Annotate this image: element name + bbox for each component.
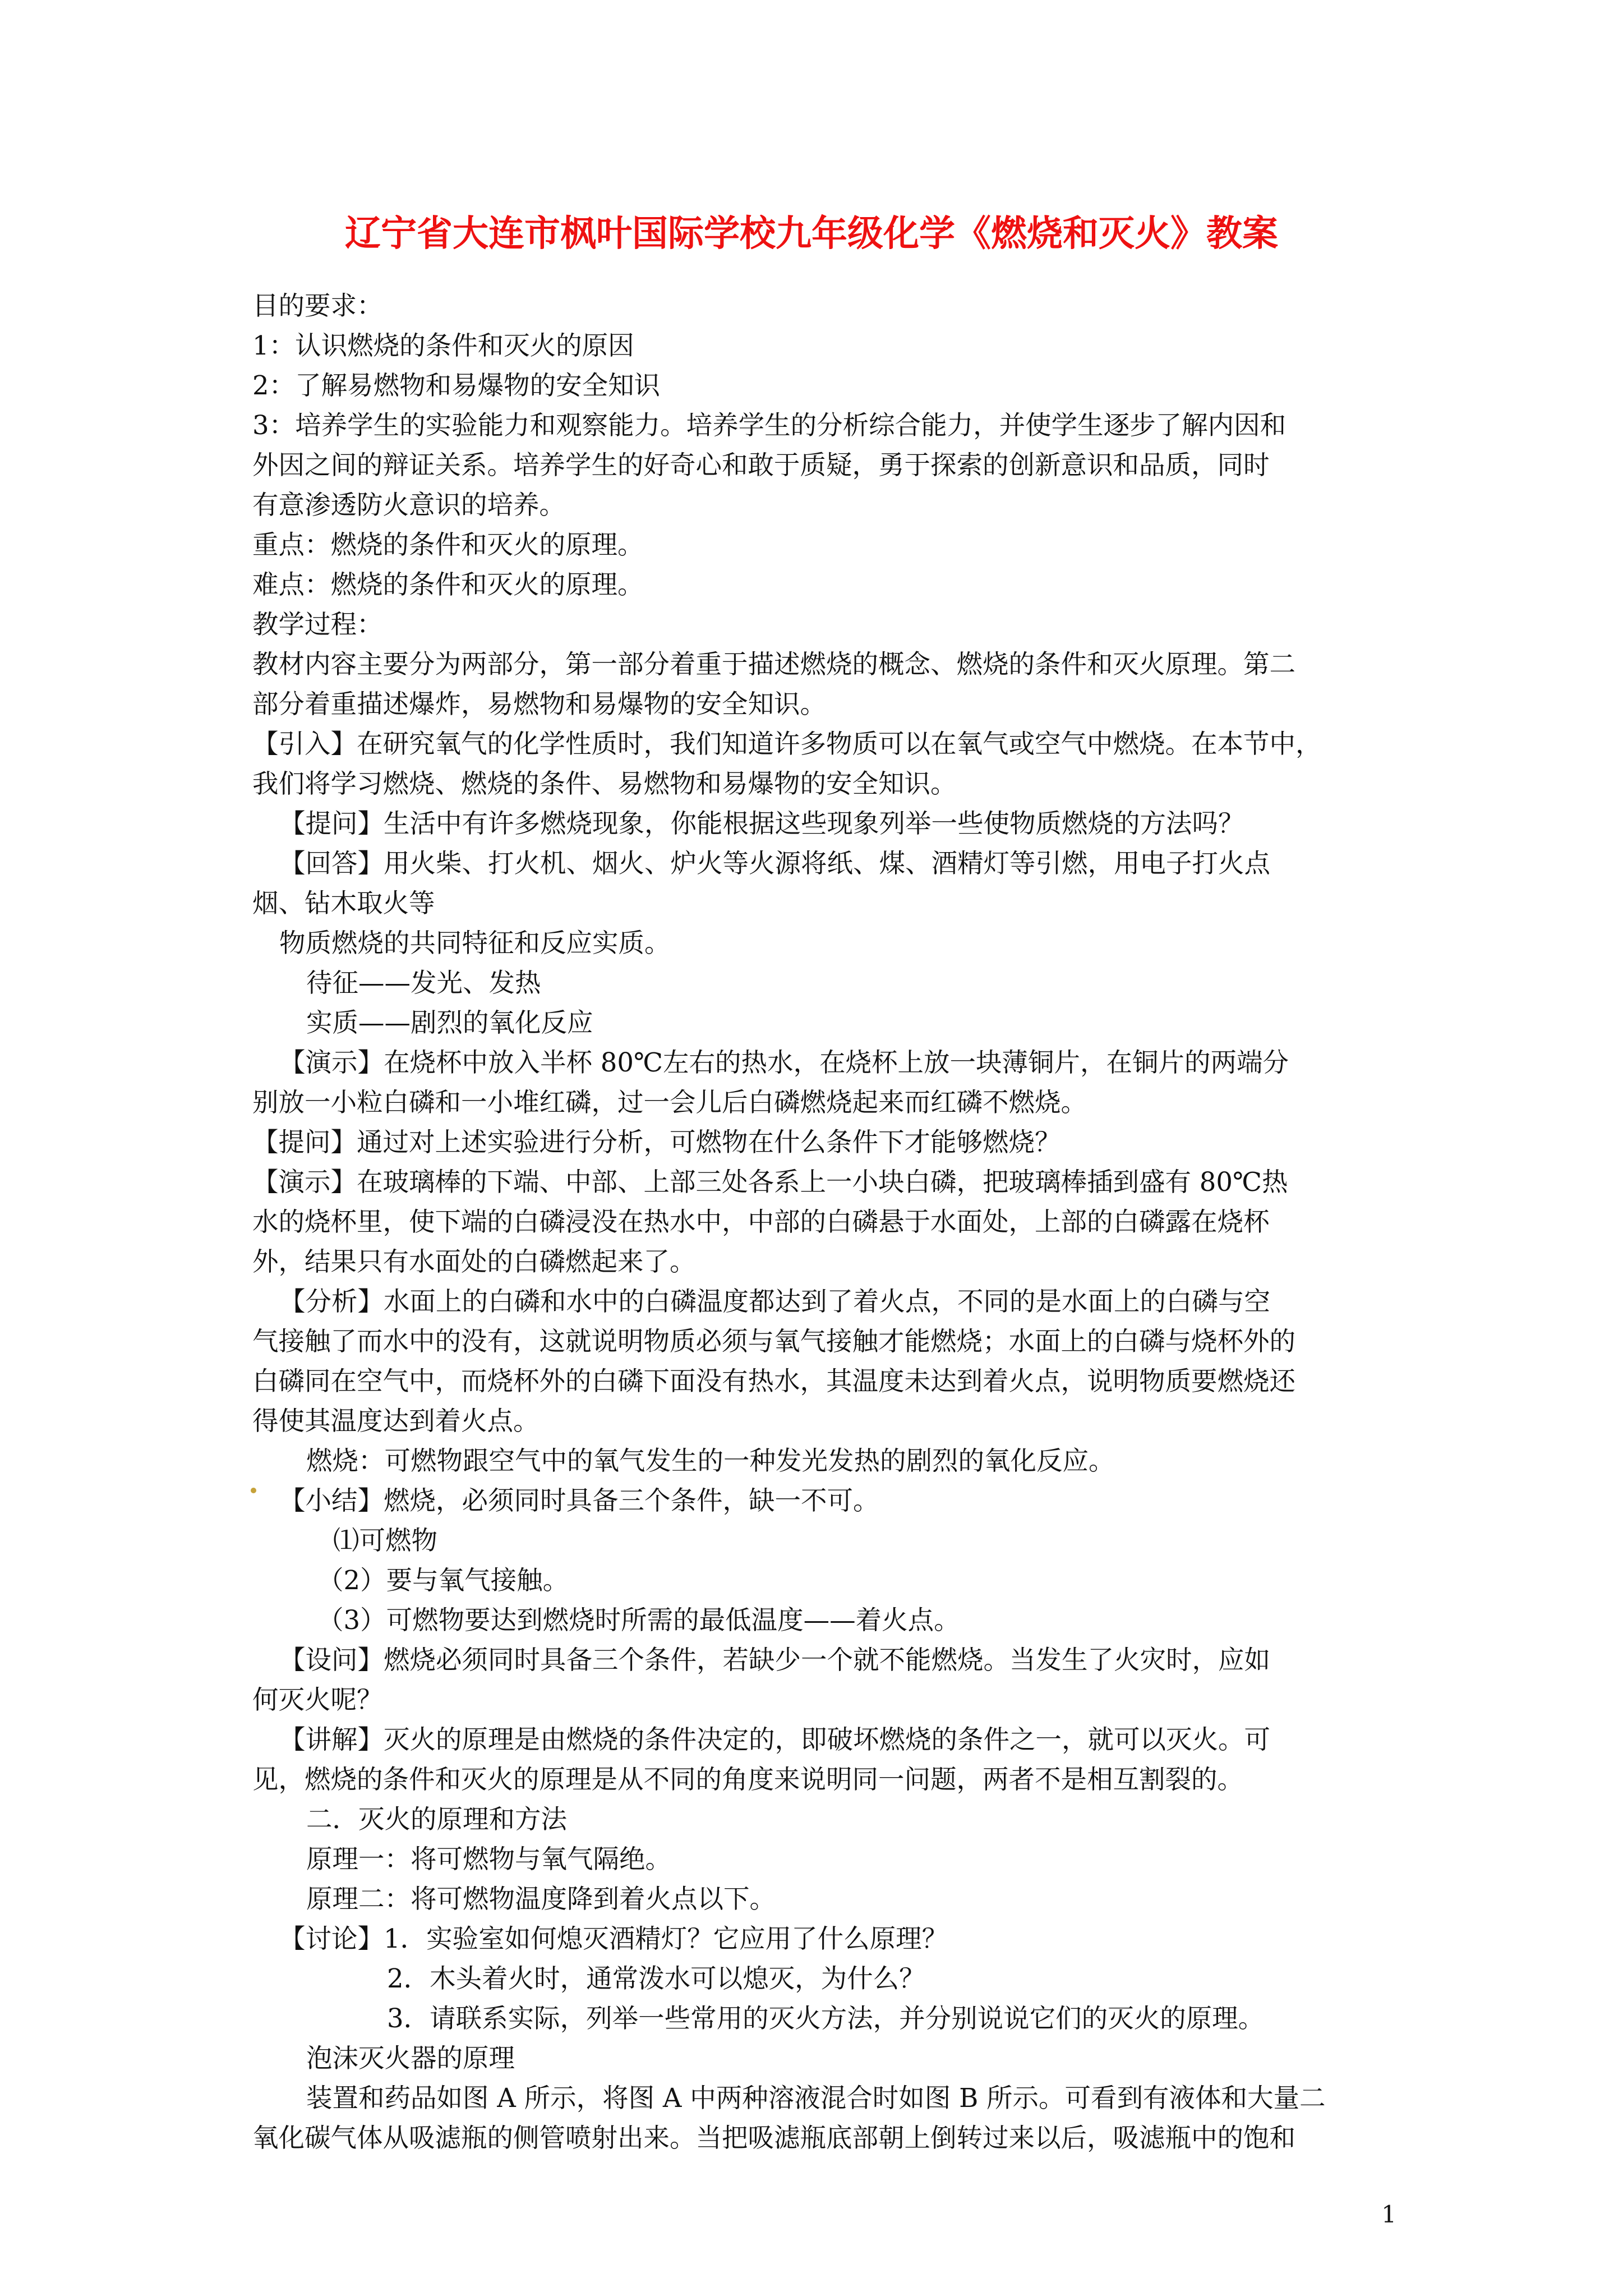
- text-line: 2：了解易燃物和易爆物的安全知识: [252, 370, 661, 401]
- text-line: 泡沫灭火器的原理: [306, 2043, 515, 2073]
- document-title: 辽宁省大连市枫叶国际学校九年级化学《燃烧和灭火》教案: [345, 213, 1278, 255]
- stray-dot-mark: [251, 1488, 256, 1493]
- text-line: 【引入】在研究氧气的化学性质时，我们知道许多物质可以在氧气或空气中燃烧。在本节中，: [252, 729, 1322, 759]
- text-line: 实质——剧烈的氧化反应: [306, 1007, 593, 1038]
- text-line: 【提问】生活中有许多燃烧现象，你能根据这些现象列举一些使物质燃烧的方法吗？: [279, 808, 1244, 839]
- text-line: 燃烧：可燃物跟空气中的氧气发生的一种发光发热的剧烈的氧化反应。: [306, 1446, 1115, 1476]
- text-line: 外，结果只有水面处的白磷燃起来了。: [252, 1246, 696, 1277]
- text-line: 【回答】用火柴、打火机、烟火、炉火等火源将纸、煤、酒精灯等引燃，用电子打火点: [279, 848, 1270, 878]
- text-line: 何灭火呢？: [252, 1685, 383, 1715]
- text-line: 3．请联系实际，列举一些常用的灭火方法，并分别说说它们的灭火的原理。: [387, 2003, 1265, 2033]
- text-line: 【讨论】1．实验室如何熄灭酒精灯？它应用了什么原理？: [279, 1924, 948, 1954]
- text-line: 别放一小粒白磷和一小堆红磷，过一会儿后白磷燃烧起来而红磷不燃烧。: [252, 1087, 1087, 1117]
- text-line: 二．灭火的原理和方法: [306, 1804, 567, 1834]
- text-line: 有意渗透防火意识的培养。: [252, 490, 565, 520]
- text-line: 难点：燃烧的条件和灭火的原理。: [252, 569, 644, 600]
- text-line: 3：培养学生的实验能力和观察能力。培养学生的分析综合能力，并使学生逐步了解内因和: [252, 410, 1287, 440]
- text-line: 氧化碳气体从吸滤瓶的侧管喷射出来。当把吸滤瓶底部朝上倒转过来以后，吸滤瓶中的饱和: [252, 2123, 1295, 2153]
- text-line: 【演示】在烧杯中放入半杯 80℃左右的热水，在烧杯上放一块薄铜片，在铜片的两端分: [279, 1047, 1289, 1078]
- text-line: 2．木头着火时，通常泼水可以熄灭，为什么？: [387, 1963, 925, 1994]
- text-line: 原理二：将可燃物温度降到着火点以下。: [306, 1884, 776, 1914]
- text-line: 部分着重描述爆炸，易燃物和易爆物的安全知识。: [252, 689, 826, 719]
- text-line: 烟、钻木取火等: [252, 888, 435, 918]
- text-line: 【小结】燃烧，必须同时具备三个条件，缺一不可。: [279, 1485, 879, 1516]
- text-line: 物质燃烧的共同特征和反应实质。: [279, 928, 671, 958]
- text-line: 待征——发光、发热: [306, 968, 541, 998]
- text-line: 目的要求：: [252, 291, 383, 321]
- text-line: 重点：燃烧的条件和灭火的原理。: [252, 530, 644, 560]
- text-line: ⑴可燃物: [333, 1525, 437, 1556]
- text-line: （2）要与氧气接触。: [317, 1565, 569, 1595]
- text-line: 我们将学习燃烧、燃烧的条件、易燃物和易爆物的安全知识。: [252, 769, 957, 799]
- text-line: （3）可燃物要达到燃烧时所需的最低温度——着火点。: [317, 1605, 960, 1635]
- text-line: 【设问】燃烧必须同时具备三个条件，若缺少一个就不能燃烧。当发生了火灾时，应如: [279, 1645, 1270, 1675]
- text-line: 气接触了而水中的没有，这就说明物质必须与氧气接触才能燃烧；水面上的白磷与烧杯外的: [252, 1326, 1295, 1356]
- page-number: 1: [1381, 2201, 1396, 2228]
- text-line: 【演示】在玻璃棒的下端、中部、上部三处各系上一小块白磷，把玻璃棒插到盛有 80℃热: [252, 1167, 1288, 1197]
- text-line: 1：认识燃烧的条件和灭火的原因: [252, 330, 634, 361]
- text-line: 【讲解】灭火的原理是由燃烧的条件决定的，即破坏燃烧的条件之一，就可以灭火。可: [279, 1724, 1270, 1755]
- document-body: [252, 286, 1391, 2158]
- text-line: 白磷同在空气中，而烧杯外的白磷下面没有热水，其温度未达到着火点，说明物质要燃烧还: [252, 1366, 1295, 1396]
- text-line: 见，燃烧的条件和灭火的原理是从不同的角度来说明同一问题，两者不是相互割裂的。: [252, 1764, 1243, 1795]
- text-line: 得使其温度达到着火点。: [252, 1406, 540, 1436]
- text-line: 原理一：将可燃物与氧气隔绝。: [306, 1844, 671, 1874]
- text-line: 教学过程：: [252, 609, 383, 639]
- text-line: 【分析】水面上的白磷和水中的白磷温度都达到了着火点，不同的是水面上的白磷与空: [279, 1286, 1270, 1317]
- text-line: 外因之间的辩证关系。培养学生的好奇心和敢于质疑，勇于探索的创新意识和品质，同时: [252, 450, 1270, 480]
- text-line: 水的烧杯里，使下端的白磷浸没在热水中，中部的白磷悬于水面处，上部的白磷露在烧杯: [252, 1207, 1270, 1237]
- text-line: 教材内容主要分为两部分，第一部分着重于描述燃烧的概念、燃烧的条件和灭火原理。第二: [252, 649, 1295, 679]
- text-line: 装置和药品如图 A 所示，将图 A 中两种溶液混合时如图 B 所示。可看到有液体和大量二: [306, 2083, 1326, 2113]
- text-line: 【提问】通过对上述实验进行分析，可燃物在什么条件下才能够燃烧？: [252, 1127, 1061, 1157]
